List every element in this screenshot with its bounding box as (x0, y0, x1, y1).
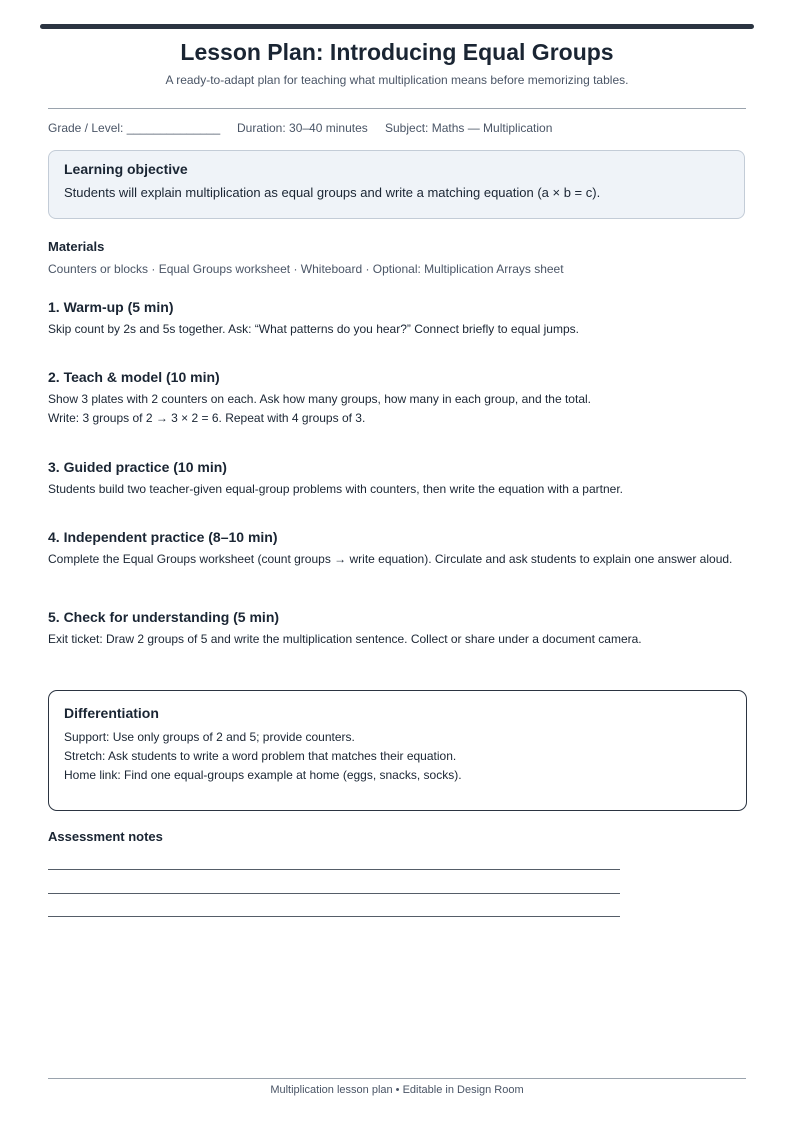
top-accent-bar (40, 24, 754, 29)
grade-level-field[interactable]: Grade / Level: ______________ (48, 121, 221, 135)
differentiation-box (48, 690, 747, 811)
footer-text: Multiplication lesson plan • Editable in Design Room (270, 1084, 524, 1096)
assessment-heading: Assessment notes (48, 829, 163, 844)
step-1-text: Skip count by 2s and 5s together. Ask: “What patterns do you hear?” Connect briefly to equal jumps. (48, 322, 579, 336)
subject-text: Subject: Maths — Multiplication (385, 121, 553, 135)
materials-heading: Materials (48, 239, 105, 254)
step-2-heading: 2. Teach & model (10 min) (48, 369, 220, 385)
step-4-heading: 4. Independent practice (8–10 min) (48, 529, 278, 545)
header-divider (48, 108, 746, 109)
assessment-line-1[interactable] (48, 869, 620, 870)
differentiation-support: Support: Use only groups of 2 and 5; provide counters. (64, 730, 355, 744)
objective-heading: Learning objective (64, 161, 188, 177)
differentiation-home-link: Home link: Find one equal-groups example at home (eggs, snacks, socks). (64, 768, 462, 782)
step-2-text-line-1: Show 3 plates with 2 counters on each. Ask how many groups, how many in each group, and the total. (48, 392, 591, 406)
duration-text: Duration: 30–40 minutes (237, 121, 368, 135)
step-5-text: Exit ticket: Draw 2 groups of 5 and write the multiplication sentence. Collect or share under a document camera. (48, 632, 642, 646)
step-4-text: Complete the Equal Groups worksheet (count groups → write equation). Circulate and ask students to explain one answer aloud. (48, 552, 733, 566)
step-3-heading: 3. Guided practice (10 min) (48, 459, 227, 475)
materials-list: Counters or blocks · Equal Groups worksheet · Whiteboard · Optional: Multiplication Arrays sheet (48, 262, 564, 276)
step-3-text: Students build two teacher-given equal-group problems with counters, then write the equation with a partner. (48, 482, 624, 496)
assessment-line-2[interactable] (48, 893, 620, 894)
step-1-heading: 1. Warm-up (5 min) (48, 299, 174, 315)
differentiation-stretch: Stretch: Ask students to write a word problem that matches their equation. (64, 749, 457, 763)
footer-divider (48, 1078, 746, 1079)
step-2-text-line-2: Write: 3 groups of 2 → 3 × 2 = 6. Repeat with 4 groups of 3. (48, 411, 366, 425)
step-5-heading: 5. Check for understanding (5 min) (48, 609, 280, 625)
differentiation-heading: Differentiation (64, 705, 159, 721)
learning-objective-box (48, 150, 745, 219)
objective-text: Students will explain multiplication as equal groups and write a matching equation (a × b = c). (64, 185, 601, 200)
page-subtitle: A ready-to-adapt plan for teaching what multiplication means before memorizing tables. (165, 73, 629, 87)
page-title: Lesson Plan: Introducing Equal Groups (180, 39, 614, 65)
assessment-line-3[interactable] (48, 916, 620, 917)
